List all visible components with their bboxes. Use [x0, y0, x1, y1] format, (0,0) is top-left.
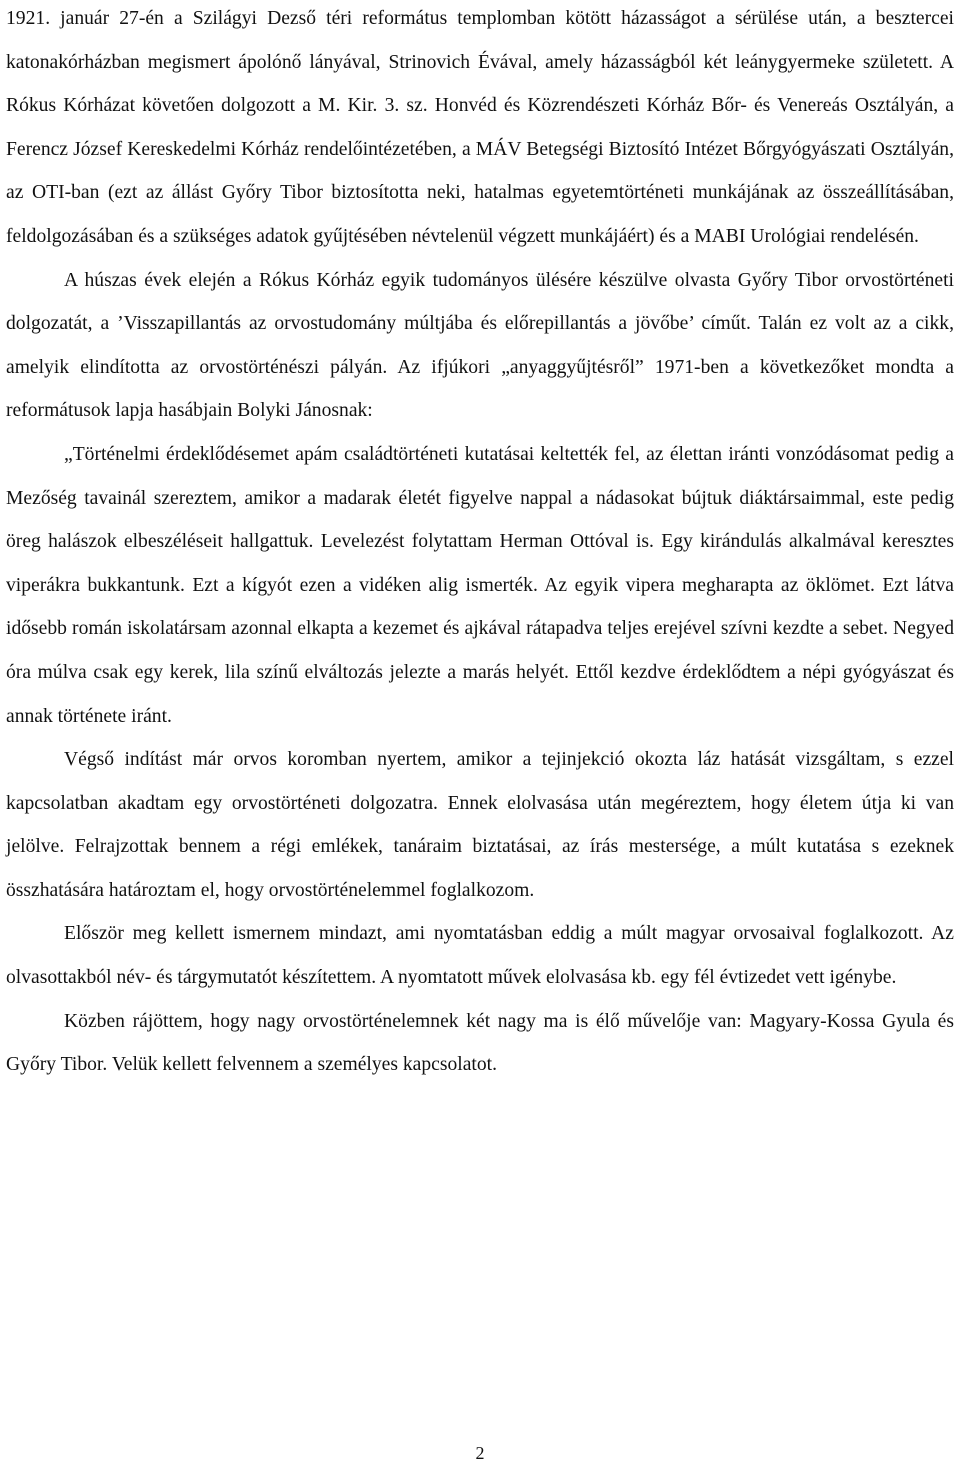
paragraph-quote-interest: „Történelmi érdeklődésemet apám családtörténeti kutatásai keltették fel, az élettan iránti vonzódásomat pedig a Mezőség tavainál szereztem, amikor a madarak életét figyelve nappal a nádasokat bújtuk diáktársaimmal, este pedig öreg halászok elbeszéléseit hallgattuk. Levelezést folytattam Herman Ottóval is. Egy kirándulás alkalmával keresztes viperákra bukkantunk. Ezt a kígyót ezen a vidéken alig ismerték. Az egyik vipera megharapta az öklömet. Ezt látva idősebb román iskolatársam azonnal elkapta a kezemet és ajkával rátapadva teljes erejével szívni kezdte a sebet. Negyed óra múlva csak egy kerek, lila színű elváltozás jelezte a marás helyét. Ettől kezdve érdeklődtem a népi gyógyászat és annak története iránt.	[6, 443, 954, 727]
paragraph-gyory-article: A húszas évek elején a Rókus Kórház egyik tudományos ülésére készülve olvasta Győry Tibor orvostörténeti dolgozatát, a ’Visszapillantás az orvostudomány múltjába és előrepillantás a jövőbe’ címűt. Talán ez volt az a cikk, amelyik elindította az orvostörténészi pályán. Az ifjúkori „anyaggyűjtésről” 1971-ben a következőket mondta a reformátusok lapja hasábjain Bolyki Jánosnak:	[6, 269, 954, 422]
page-number: 2	[475, 1443, 485, 1463]
paragraph-quote-decision: Végső indítást már orvos koromban nyertem, amikor a tejinjekció okozta láz hatását vizsgáltam, s ezzel kapcsolatban akadtam egy orvostörténeti dolgozatra. Ennek elolvasása után megéreztem, hogy életem útja ki van jelölve. Felrajzottak bennem a régi emlékek, tanáraim biztatásai, az írás mestersége, a múlt kutatása s ezeknek összhatására határoztam el, hogy orvostörténelemmel foglalkozom.	[6, 749, 954, 901]
paragraph-marriage-and-career: 1921. január 27-én a Szilágyi Dezső téri református templomban kötött házasságot a sérülése után, a besztercei katonakórházban megismert ápolónő lányával, Strinovich Évával, amely házasságból két leánygyermeke született. A Rókus Kórházat követően dolgozott a M. Kir. 3. sz. Honvéd és Közrendészeti Kórház Bőr- és Venereás Osztályán, a Ferencz József Kereskedelmi Kórház rendelőintézetében, a MÁV Betegségi Biztosító Intézet Bőrgyógyászati Osztályán, az OTI-ban (ezt az állást Győry Tibor biztosította neki, hatalmas egyetemtörténeti munkájának az összeállításában, feldolgozásában és a szükséges adatok gyűjtésében névtelenül végzett munkájáért) és a MABI Urológiai rendelésén.	[6, 8, 954, 247]
document-page	[6, 0, 954, 1087]
paragraph-quote-contacts: Közben rájöttem, hogy nagy orvostörténelemnek két nagy ma is élő művelője van: Magyary-Kossa Gyula és Győry Tibor. Velük kellett felvennem a személyes kapcsolatot.	[6, 1010, 954, 1076]
paragraph-quote-reading: Először meg kellett ismernem mindazt, ami nyomtatásban eddig a múlt magyar orvosaival foglalkozott. Az olvasottakból név- és tárgymutatót készítettem. A nyomtatott művek elolvasása kb. egy fél évtizedet vett igénybe.	[6, 923, 954, 989]
